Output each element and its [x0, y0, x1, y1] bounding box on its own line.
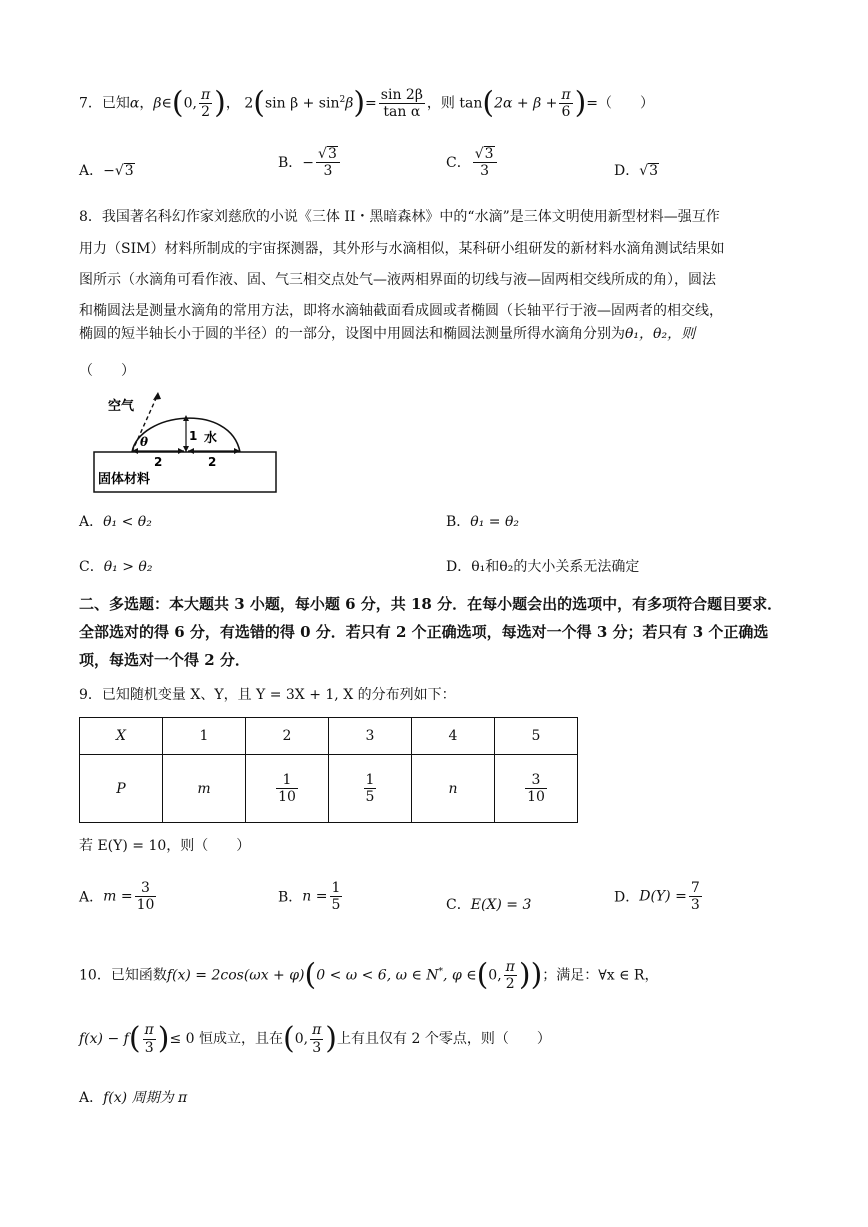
table-row: P m $\frac{1}{10}$ $\frac{1}{5}$ n $\frac{3}{10}$ [80, 755, 578, 823]
q9-option-a: A．m = $\frac{3}{10}$ [79, 880, 155, 914]
table-row: X 1 2 3 4 5 [80, 718, 578, 755]
q9-option-c: C．E(X) = 3 [446, 897, 532, 913]
q9-option-d: D．D(Y) = $\frac{7}{3}$ [614, 880, 700, 914]
tangent-arrow-head [153, 392, 161, 400]
q8-line-5: 椭圆的短半轴长小于圆的半径）的一部分，设图中用圆法和椭圆法测量所得水滴角分别为θ₁，θ₂，则 [79, 326, 696, 342]
q8-option-b: B．θ₁ = θ₂ [446, 514, 520, 530]
q7-option-a: A．−√3 [79, 163, 134, 179]
q7-pi-over-6: $\frac{\pi}{6}$ [561, 87, 571, 121]
q8-blank: （ ） [79, 363, 135, 379]
right-length: 2 [208, 455, 217, 469]
q8-line-3: 图所示（水滴角可看作液、固、气三相交点处气—液两相界面的切线与液—固两相交线所成的角），圆法 [79, 272, 716, 288]
air-label: 空气 [108, 399, 135, 414]
q7-option-c: C． $\frac{√3}{3}$ [446, 146, 499, 179]
section-2-heading: 二、多选题：本大题共 3 小题，每小题 6 分，共 18 分．在每小题会出的选项中，有多项符合题目要求．全部选对的得 6 分，有选错的得 0 分．若只有 2 个正确选项，每选对一个得 3 分；若只有 3 个正确选项，每选对一个得 2 分． [79, 595, 783, 669]
q8-option-c: C．θ₁ > θ₂ [79, 559, 153, 575]
q9-condition: 若 E(Y) = 10，则（ ） [79, 838, 251, 854]
height-value: 1 [189, 429, 198, 443]
water-label: 水 [204, 431, 218, 446]
q9-option-b: B．n = $\frac{1}{5}$ [278, 880, 341, 914]
q10-option-a: A．f(x) 周期为 π [79, 1090, 188, 1106]
solid-label: 固体材料 [98, 472, 151, 487]
left-length: 2 [154, 455, 163, 469]
q9-stem: 9．已知随机变量 X、Y，且 Y = 3X + 1, X 的分布列如下： [79, 687, 456, 703]
q10-stem-line-2: f(x) − f( $\frac{\pi}{3}$ )≤ 0 恒成立，且在(0, $\frac{\pi}{3}$ )上有且仅有 2 个零点，则（ ） [79, 1021, 551, 1056]
q8-line-1: 8．我国著名科幻作家刘慈欣的小说《三体 II・黑暗森林》中的“水滴”是三体文明使用新型材料—强互作 [79, 209, 720, 225]
q7-option-d: D．√3 [614, 163, 659, 179]
q8-line-2: 用力（SIM）材料所制成的宇宙探测器，其外形与水滴相似，某科研小组研发的新材料水滴角测试结果如 [79, 241, 725, 257]
q8-line-4: 和椭圆法是测量水滴角的常用方法，即将水滴轴截面看成圆或者椭圆（长轴平行于液—固两者的相交线， [79, 303, 723, 319]
q7-rhs-fraction: $\frac{\sin 2\beta}{\text{tan α}}$ [380, 87, 423, 121]
q8-figure [80, 390, 280, 494]
q7-option-b: B．− $\frac{√3}{3}$ [278, 146, 342, 179]
q7-stem: 7．已知α，β∈(0, $\frac{\pi}{2}$ )， 2(sin $\beta + \sin^2\beta)=$ $\frac{\sin 2\beta}{\text{tan α}}$ ，则 tan(2α + β + $\frac{\pi}{6}$ )=（ ） [79, 85, 655, 121]
q9-distribution-table [79, 717, 578, 823]
q8-option-d: D．θ₁和θ₂的大小关系无法确定 [446, 559, 640, 575]
q7-pi-over-2: $\frac{\pi}{2}$ [200, 87, 211, 121]
q10-stem-line-1: 10．已知函数f(x) = 2cos(ωx + φ)(0 < ω < 6, ω ∈ N*, φ ∈(0, $\frac{\pi}{2}$ ))；满足：∀x ∈ R， [79, 957, 659, 993]
q7-number: 7． [79, 95, 102, 112]
q8-option-a: A．θ₁ < θ₂ [79, 514, 152, 530]
theta-label: θ [140, 435, 149, 449]
